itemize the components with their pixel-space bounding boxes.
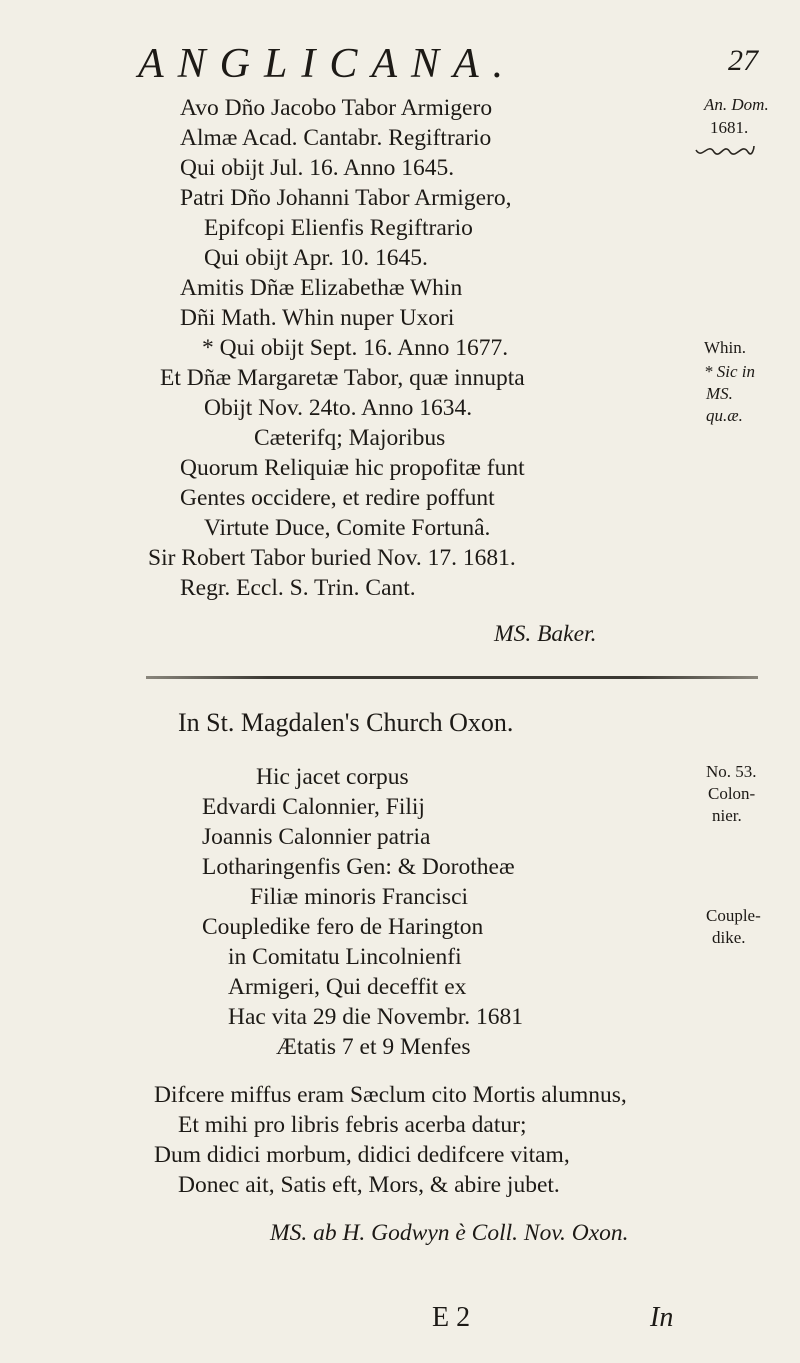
source-citation: MS. ab H. Godwyn è Coll. Nov. Oxon. bbox=[270, 1220, 629, 1246]
inscription-line: Hic jacet corpus bbox=[256, 764, 409, 790]
epitaph-line: Qui obijt Jul. 16. Anno 1645. bbox=[180, 155, 455, 181]
section-heading: In St. Magdalen's Church Oxon. bbox=[178, 708, 514, 737]
margin-note-dike: dike. bbox=[712, 928, 746, 947]
section-divider bbox=[146, 676, 758, 679]
inscription-line: Ætatis 7 et 9 Menfes bbox=[276, 1034, 471, 1060]
verse-line: Dum didici morbum, didici dedifcere vitam, bbox=[154, 1142, 570, 1168]
margin-note-couple: Couple- bbox=[706, 906, 761, 925]
epitaph-line: Quorum Reliquiæ hic propofitæ funt bbox=[180, 455, 525, 481]
epitaph-line: Dñi Math. Whin nuper Uxori bbox=[180, 305, 455, 331]
inscription-line: Joannis Calonnier patria bbox=[202, 824, 431, 850]
running-head bbox=[138, 40, 758, 90]
margin-note-number: No. 53. bbox=[706, 762, 757, 781]
inscription-line: Filiæ minoris Francisci bbox=[250, 884, 469, 910]
verse-line: Difcere miffus eram Sæclum cito Mortis alumnus, bbox=[154, 1082, 627, 1108]
margin-year: 1681. bbox=[710, 118, 749, 137]
margin-note-nier: nier. bbox=[712, 806, 742, 825]
verse-line: Donec ait, Satis eft, Mors, & abire jubet. bbox=[178, 1172, 560, 1198]
margin-note-quae: qu.æ. bbox=[706, 406, 743, 425]
epitaph-line: Obijt Nov. 24to. Anno 1634. bbox=[204, 395, 473, 421]
epitaph-line: Sir Robert Tabor buried Nov. 17. 1681. bbox=[148, 545, 516, 571]
signature-mark: E 2 bbox=[432, 1302, 471, 1333]
inscription-line: in Comitatu Lincolnienfi bbox=[228, 944, 462, 970]
page-number: 27 bbox=[728, 44, 758, 77]
epitaph-line: Gentes occidere, et redire poffunt bbox=[180, 485, 495, 511]
inscription-line: Armigeri, Qui deceffit ex bbox=[228, 974, 467, 1000]
inscription-line: Hac vita 29 die Novembr. 1681 bbox=[228, 1004, 523, 1030]
running-title: ANGLICANA. bbox=[138, 41, 518, 87]
epitaph-line: Virtute Duce, Comite Fortunâ. bbox=[204, 515, 491, 541]
inscription-line: Lotharingenfis Gen: & Dorotheæ bbox=[202, 854, 515, 880]
catchword: In bbox=[650, 1302, 674, 1333]
epitaph-line: Et Dñæ Margaretæ Tabor, quæ innupta bbox=[160, 365, 525, 391]
epitaph-line: * Qui obijt Sept. 16. Anno 1677. bbox=[202, 335, 509, 361]
epitaph-line: Amitis Dñæ Elizabethæ Whin bbox=[180, 275, 463, 301]
epitaph-line: Qui obijt Apr. 10. 1645. bbox=[204, 245, 428, 271]
epitaph-line: Epifcopi Elienfis Regiftrario bbox=[204, 215, 473, 241]
epitaph-line: Regr. Eccl. S. Trin. Cant. bbox=[180, 575, 416, 601]
epitaph-line: Almæ Acad. Cantabr. Regiftrario bbox=[180, 125, 492, 151]
inscription-line: Edvardi Calonnier, Filij bbox=[202, 794, 425, 820]
epitaph-line: Cæterifq; Majoribus bbox=[254, 425, 446, 451]
epitaph-line: Patri Dño Johanni Tabor Armigero, bbox=[180, 185, 512, 211]
margin-note-sic: * Sic in bbox=[704, 362, 755, 381]
margin-note-whin: Whin. bbox=[704, 338, 747, 357]
margin-note-colon: Colon- bbox=[708, 784, 756, 803]
flourish-ornament bbox=[694, 140, 756, 162]
source-citation: MS. Baker. bbox=[494, 621, 597, 647]
inscription-line: Coupledike fero de Harington bbox=[202, 914, 484, 940]
epitaph-line: Avo Dño Jacobo Tabor Armigero bbox=[180, 95, 493, 121]
verse-line: Et mihi pro libris febris acerba datur; bbox=[178, 1112, 527, 1138]
margin-year-label: An. Dom. bbox=[704, 95, 769, 114]
margin-note-ms: MS. bbox=[706, 384, 733, 403]
